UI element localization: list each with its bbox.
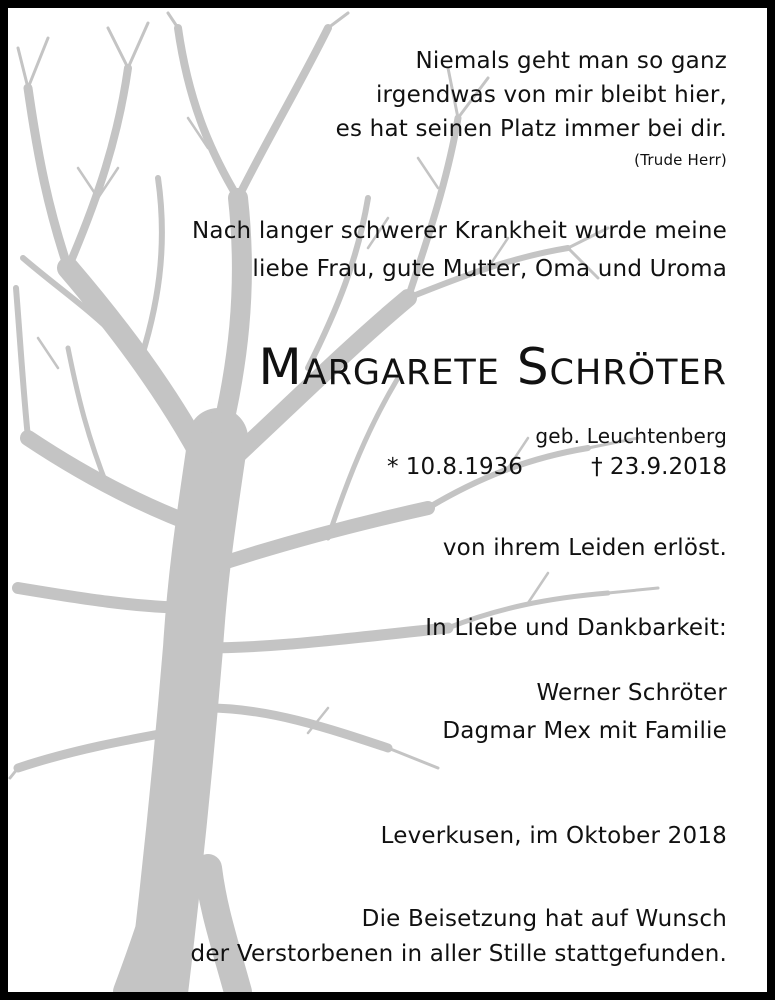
place-date: Leverkusen, im Oktober 2018 xyxy=(380,823,727,849)
intro-line-2: liebe Frau, gute Mutter, Oma und Uroma xyxy=(252,256,727,282)
quote-author: (Trude Herr) xyxy=(634,151,727,169)
life-dates xyxy=(387,454,727,480)
death-date: † 23.9.2018 xyxy=(591,454,727,480)
deceased-name: Margarete Schröter xyxy=(258,338,727,396)
birth-date: * 10.8.1936 xyxy=(387,454,523,480)
quote-line-3: es hat seinen Platz immer bei dir. xyxy=(335,116,727,142)
mourner-name: Dagmar Mex mit Familie xyxy=(442,718,727,744)
burial-note-line-1: Die Beisetzung hat auf Wunsch xyxy=(361,906,727,932)
maiden-name: geb. Leuchtenberg xyxy=(535,424,727,448)
quote-line-2: irgendwas von mir bleibt hier, xyxy=(375,82,727,108)
intro-line-1: Nach langer schwerer Krankheit wurde meine xyxy=(192,218,727,244)
mourner-name: Werner Schröter xyxy=(536,680,727,706)
gratitude-text: In Liebe und Dankbarkeit: xyxy=(425,615,727,641)
burial-note-line-2: der Verstorbenen in aller Stille stattgefunden. xyxy=(190,941,727,967)
quote-line-1: Niemals geht man so ganz xyxy=(415,48,727,74)
relief-text: von ihrem Leiden erlöst. xyxy=(442,535,727,561)
